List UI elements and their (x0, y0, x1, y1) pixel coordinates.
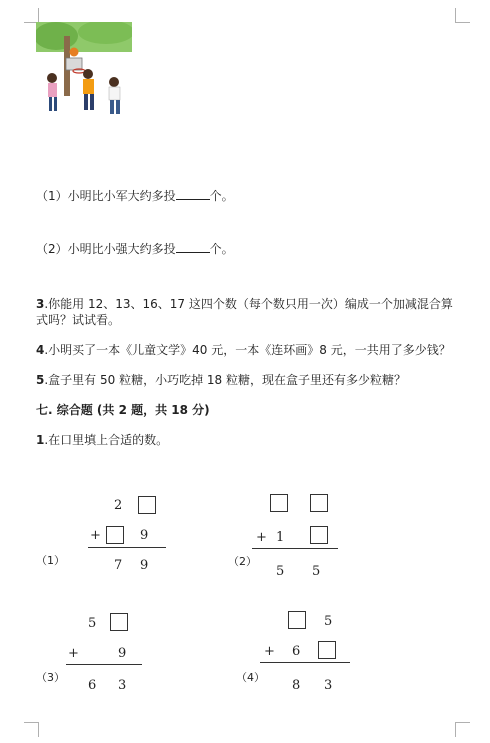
question-5-number: 5 (36, 373, 45, 387)
crop-mark-top-right (455, 8, 470, 23)
section-7-question-1-text: .在口里填上合适的数。 (44, 433, 169, 447)
middle-digit: 6 (292, 644, 301, 659)
question-5-text: .盒子里有 50 粒糖，小巧吃掉 18 粒糖，现在盒子里还有多少粒糖？ (44, 373, 406, 387)
sum-line (260, 662, 350, 663)
answer-box[interactable] (106, 526, 124, 544)
answer-box[interactable] (318, 641, 336, 659)
question-3-number: 3 (36, 297, 45, 311)
question-2-2-suffix: 个。 (209, 242, 234, 256)
addition-problem-2 (228, 492, 378, 579)
question-3-text: .你能用 12、13、16、17 这四个数（每个数只用一次）编成一个加减混合算式吗？试试看。 (36, 297, 453, 327)
answer-box[interactable] (270, 494, 288, 512)
question-2-2-prefix: （2）小明比小强大约多投 (36, 242, 176, 256)
plus-sign: + (256, 530, 267, 545)
middle-digit: 1 (276, 530, 285, 545)
top-digit: 5 (324, 614, 333, 629)
question-3 (36, 296, 456, 328)
result-tens-digit: 8 (292, 678, 301, 693)
crop-mark-bottom-right (455, 722, 470, 737)
question-2-1 (36, 188, 234, 204)
problem-label: （3） (36, 671, 65, 684)
sum-line (66, 664, 142, 665)
middle-digit: 9 (140, 528, 149, 543)
answer-box[interactable] (288, 611, 306, 629)
question-4-text: .小明买了一本《儿童文学》40 元，一本《连环画》8 元，一共用了多少钱？ (44, 343, 451, 357)
middle-digit: 9 (118, 646, 127, 661)
problem-label: （4） (236, 671, 265, 684)
answer-box[interactable] (310, 526, 328, 544)
section-7-question-1-number: 1 (36, 433, 45, 447)
answer-box[interactable] (310, 494, 328, 512)
plus-sign: + (90, 528, 101, 543)
answer-blank[interactable] (176, 188, 210, 200)
result-tens-digit: 7 (114, 558, 123, 573)
sum-line (252, 548, 338, 549)
section-7-title: 七. 综合题 (共 2 题，共 18 分) (36, 403, 210, 417)
addition-problem-3 (36, 612, 186, 693)
question-2-1-suffix: 个。 (209, 189, 234, 203)
question-5 (36, 372, 406, 388)
addition-problem-4 (236, 610, 386, 693)
question-4-number: 4 (36, 343, 45, 357)
sum-line (88, 547, 166, 548)
result-ones-digit: 3 (324, 678, 333, 693)
result-ones-digit: 9 (140, 558, 149, 573)
answer-box[interactable] (110, 613, 128, 631)
answer-blank[interactable] (176, 241, 210, 253)
top-digit: 5 (88, 616, 97, 631)
result-ones-digit: 3 (118, 678, 127, 693)
answer-box[interactable] (138, 496, 156, 514)
basketball-kids-illustration (36, 22, 132, 128)
problem-label: （2） (228, 555, 257, 568)
plus-sign: + (68, 646, 79, 661)
question-2-2 (36, 241, 234, 257)
question-2-1-prefix: （1）小明比小军大约多投 (36, 189, 176, 203)
question-4 (36, 342, 451, 358)
problem-label: （1） (36, 554, 65, 567)
section-7-question-1 (36, 432, 168, 448)
crop-mark-bottom-left (24, 722, 39, 737)
result-tens-digit: 5 (276, 564, 285, 579)
addition-problem-1 (36, 494, 186, 573)
result-tens-digit: 6 (88, 678, 97, 693)
result-ones-digit: 5 (312, 564, 321, 579)
crop-mark-top-left (24, 8, 39, 23)
top-digit: 2 (114, 498, 123, 513)
plus-sign: + (264, 644, 275, 659)
